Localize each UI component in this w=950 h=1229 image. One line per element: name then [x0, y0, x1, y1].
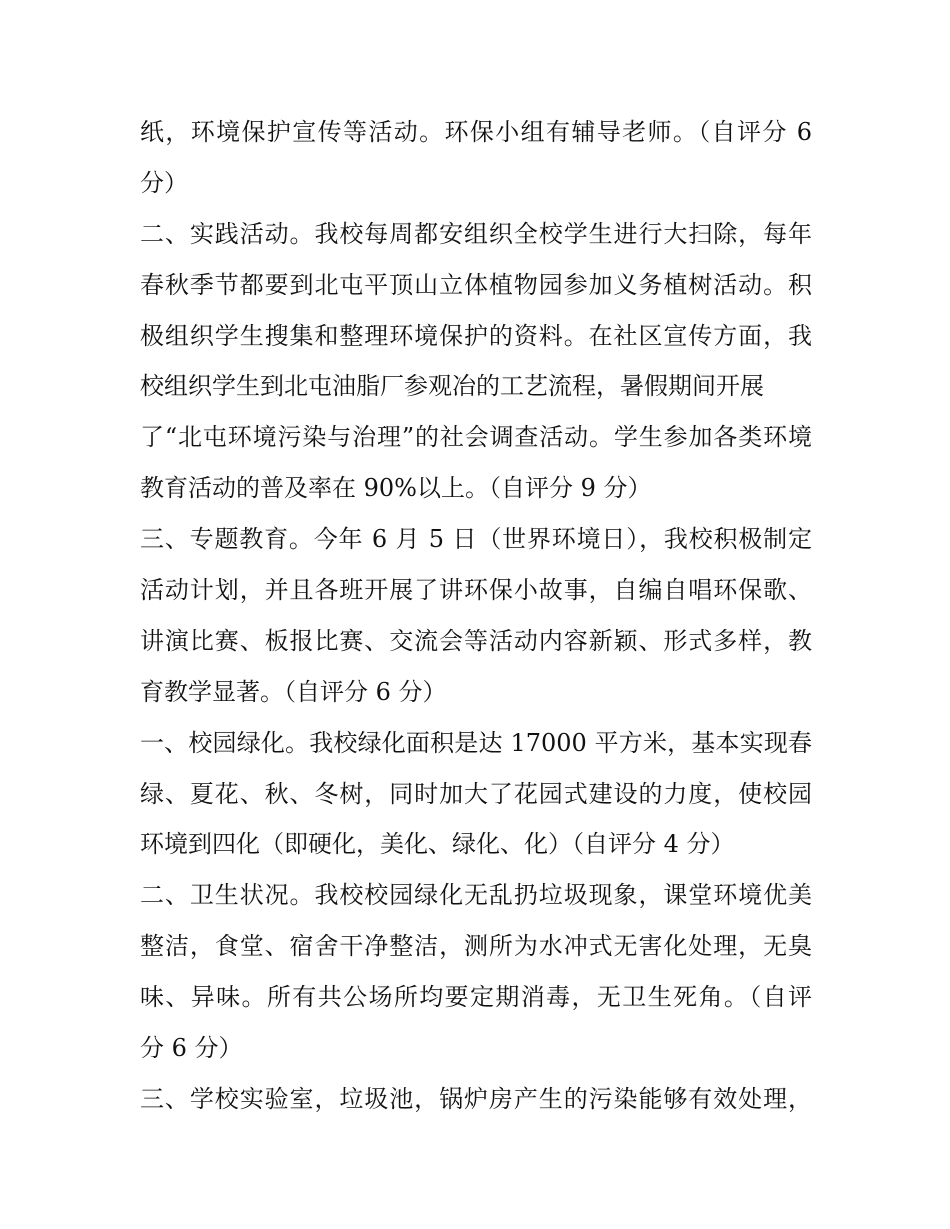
- text-line: 三、专题教育。今年 6 月 5 日（世界环境日），我校积极制定: [140, 525, 812, 554]
- text-line: 纸，环境保护宣传等活动。环保小组有辅导老师。（自评分 6: [140, 118, 812, 146]
- text-line: 绿、夏花、秋、冬树，同时加大了花园式建设的力度，使校园: [140, 779, 812, 808]
- document-body: [140, 107, 812, 1125]
- text-line: 分）: [140, 168, 188, 197]
- text-line: 味、异味。所有共公场所均要定期消毒，无卫生死角。（自评: [140, 983, 812, 1012]
- text-line: 分 6 分）: [140, 1034, 243, 1063]
- text-line: 育教学显著。（自评分 6 分）: [140, 677, 447, 706]
- text-line: 校组织学生到北屯油脂厂参观冶的工艺流程，暑假期间开展: [140, 372, 764, 401]
- text-line: 三、学校实验室，垃圾池，锅炉房产生的污染能够有效处理，: [140, 1084, 812, 1113]
- text-line: 极组织学生搜集和整理环境保护的资料。在社区宣传方面，我: [140, 321, 812, 350]
- text-line: 二、实践活动。我校每周都安组织全校学生进行大扫除，每年: [140, 219, 812, 248]
- text-line: 二、卫生状况。我校校园绿化无乱扔垃圾现象，课堂环境优美: [140, 881, 812, 910]
- text-line: 教育活动的普及率在 90%以上。（自评分 9 分）: [140, 474, 652, 503]
- text-line: 一、校园绿化。我校绿化面积是达 17000 平方米，基本实现春: [140, 728, 812, 757]
- text-line: 环境到四化（即硬化，美化、绿化、化）（自评分 4 分）: [140, 830, 735, 859]
- text-line: 春秋季节都要到北屯平顶山立体植物园参加义务植树活动。积: [140, 270, 812, 299]
- text-line: 活动计划，并且各班开展了讲环保小故事，自编自唱环保歌、: [140, 576, 812, 605]
- text-line: 讲演比赛、板报比赛、交流会等活动内容新颖、形式多样，教: [140, 626, 812, 655]
- text-line: 了“北屯环境污染与治理”的社会调查活动。学生参加各类环境: [140, 423, 812, 452]
- text-line: 整洁，食堂、宿舍干净整洁，测所为水冲式无害化处理，无臭: [140, 932, 812, 961]
